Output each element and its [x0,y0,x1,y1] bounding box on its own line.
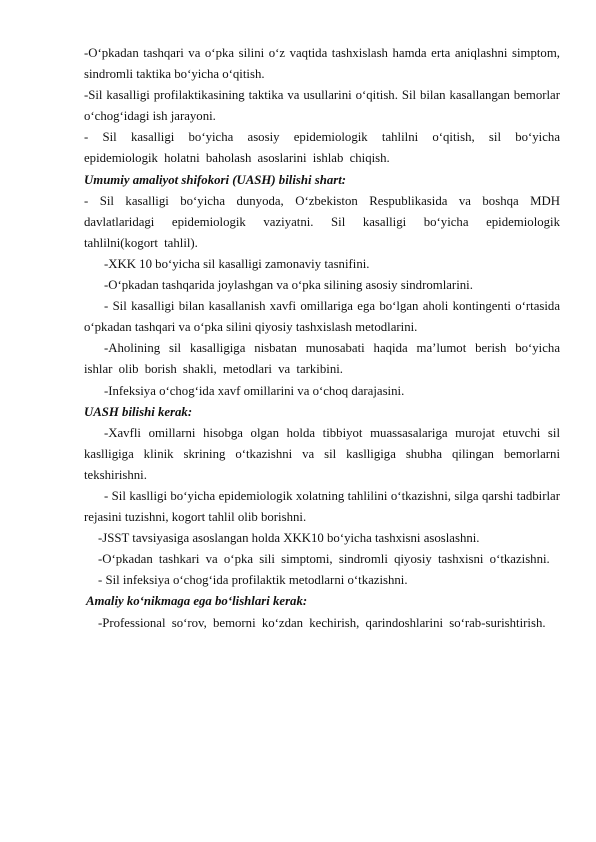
heading-uash-must-know: Umumiy amaliyot shifokori (UASH) bilishi shart: [84,172,347,187]
paragraph-skill-1: -Xavfli omillarni hisobga olgan holda tibbiyot muassasalariga murojat etuvchi sil kaslligiga klinik skrining o‘tkazishni va sil kaslligiga shubha qilingan bemorlarni tekshirishni. [84,425,560,482]
paragraph-knowledge-5: -Aholining sil kasalligiga nisbatan munosabati haqida ma’lumot berish bo‘yicha ishlar olib borish shakli, metodlari va tarkibini. [84,341,560,377]
paragraph-skill-3: -JSST tavsiyasiga asoslangan holda XKK10 bo‘yicha tashxisni asoslashni. [98,531,480,546]
paragraph-knowledge-6: -Infeksiya o‘chog‘ida xavf omillarini va o‘choq darajasini. [104,383,405,398]
paragraph-goal-1: -O‘pkadan tashqari va o‘pka silini o‘z vaqtida tashxislash hamda erta aniqlashni simptom, sindromli taktika bo‘yicha o‘qitish. [84,46,560,82]
paragraph-goal-2: -Sil kasalligi profilaktikasining taktika va usullarini o‘qitish. Sil bilan kasallangan bemorlar o‘chog‘idagi ish jarayoni. [84,88,560,124]
paragraph-knowledge-3: -O‘pkadan tashqarida joylashgan va o‘pka silining asosiy sindromlarini. [104,278,473,293]
paragraph-skill-2: - Sil kaslligi bo‘yicha epidemiologik xolatning tahlilini o‘tkazishni, silga qarshi tadbirlar rejasini tuzishni, kogort tahlil olib borishni. [84,488,560,525]
paragraph-knowledge-2: -XKK 10 bo‘yicha sil kasalligi zamonaviy tasnifini. [104,256,370,271]
paragraph-skill-5: - Sil infeksiya o‘chog‘ida profilaktik metodlarni o‘tkazishni. [98,573,408,588]
document-body [84,43,560,634]
paragraph-skill-4: -O‘pkadan tashkari va o‘pka sili simptomi, sindromli qiyosiy tashxisni o‘tkazishni. [98,552,550,567]
paragraph-goal-3: - Sil kasalligi bo‘yicha asosiy epidemiologik tahlilni o‘qitish, sil bo‘yicha epidemiologik holatni baholash asoslarini ishlab chiqish. [84,130,560,166]
paragraph-knowledge-4: - Sil kasalligi bilan kasallanish xavfi omillariga ega bo‘lgan aholi kontingenti o‘rtasida o‘pkadan tashqari va o‘pka silini qiyosiy tashxislash metodlarini. [84,299,560,335]
heading-uash-should-know: UASH bilishi kerak: [84,404,193,419]
paragraph-practical-1: -Professional so‘rov, bemorni ko‘zdan kechirish, qarindoshlarini so‘rab-surishtirish. [98,615,546,630]
paragraph-knowledge-1: - Sil kasalligi bo‘yicha dunyoda, O‘zbekiston Respublikasida va boshqa MDH davlatlaridagi epidemiologik vaziyatni. Sil kasalligi bo‘yicha epidemiologik tahlilni(kogort tahlil). [84,193,560,250]
heading-practical-skills: Amaliy ko‘nikmaga ega bo‘lishlari kerak: [86,594,308,609]
